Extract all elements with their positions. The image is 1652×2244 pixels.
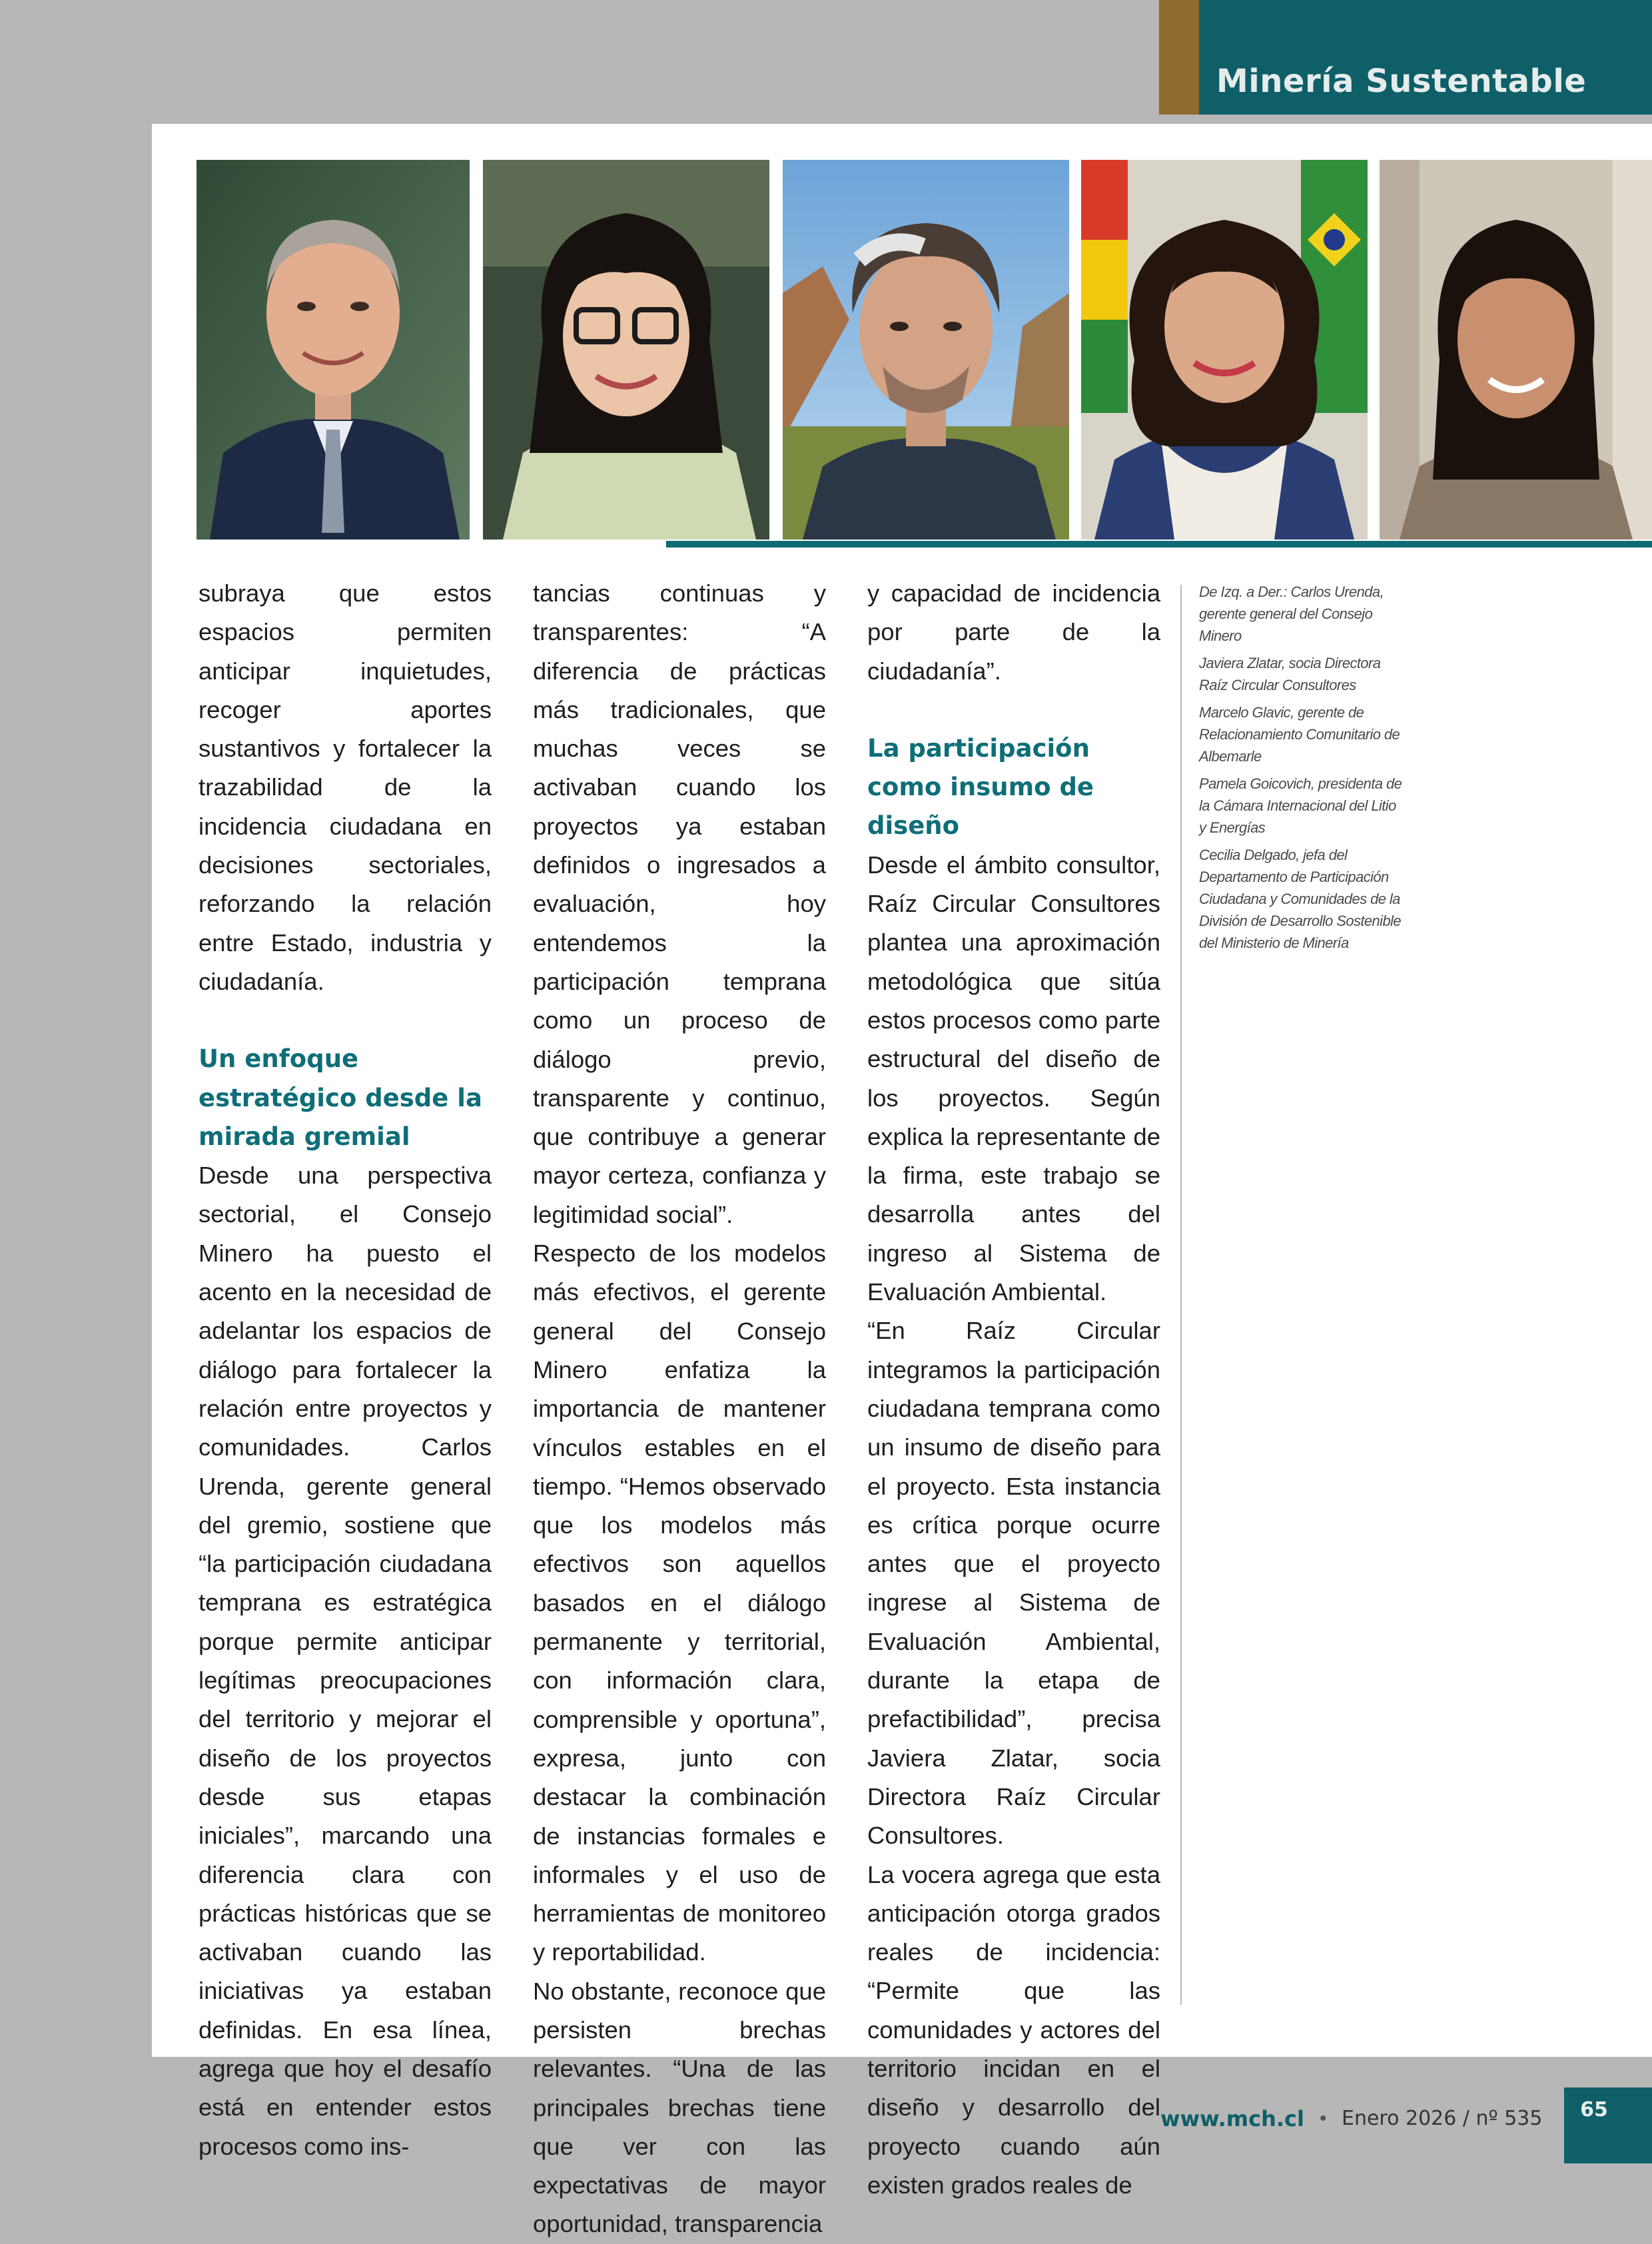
caption-line: De Izq. a Der.: Carlos Urenda, gerente general del Consejo Minero <box>1199 583 1384 644</box>
portrait-photo-icon <box>483 160 769 540</box>
section-title: Minería Sustentable <box>1216 63 1587 100</box>
article-column-1 <box>199 574 492 2166</box>
photo-underline-rule <box>666 541 1652 548</box>
caption-line: Marcelo Glavic, gerente de Relacionamiento Comunitario de Albemarle <box>1199 704 1400 765</box>
portrait-photo-icon <box>197 160 470 540</box>
caption-line: Pamela Goicovich, presidenta de la Cámara Internacional del Litio y Energías <box>1199 775 1402 836</box>
header-accent-brown <box>1159 0 1199 115</box>
paragraph: La vocera agrega que esta anticipación otorga grados reales de incidencia: “Permite que las comunidades y actores del territorio incidan en el diseño y desarrollo del proyecto cuando aún existen grados reales de <box>867 1860 1160 2199</box>
paragraph: subraya que estos espacios permiten anticipar inquietudes, recoger aportes sustantivos y fortalecer la trazabilidad de la incidencia ciudadana en decisiones sectoriales, reforzando la relación entre Estado, industria y ciudadanía. <box>199 579 492 995</box>
footer-issue: Enero 2026 / nº 535 <box>1342 2107 1543 2130</box>
caption-line: Javiera Zlatar, socia Directora Raíz Circular Consultores <box>1199 655 1381 693</box>
footer-separator: • <box>1320 2107 1327 2129</box>
photo-caption <box>1199 581 1406 959</box>
caption-divider <box>1180 585 1182 2005</box>
footer-url[interactable]: www.mch.cl <box>1160 2106 1304 2131</box>
photo-javiera-zlatar <box>483 160 769 540</box>
paragraph: Desde una perspectiva sectorial, el Consejo Minero ha puesto el acento en la necesidad de adelantar los espacios de diálogo para fortalecer la relación entre proyectos y comunidades. Carlos Urenda, gerente general del gremio, sostiene que “la participación ciudadana temprana es estratégica porque permite anticipar legítimas preocupaciones del territorio y mejorar el diseño de los proyectos desde sus etapas iniciales”, marcando una diferencia clara con prácticas históricas que se activaban cuando las iniciativas ya estaban definidas. En esa línea, agrega que hoy el desafío está en entender estos procesos como ins- <box>199 1162 492 2160</box>
article-column-2 <box>533 574 826 2244</box>
portrait-photo-icon <box>1380 160 1652 540</box>
photo-cecilia-delgado <box>1380 160 1652 540</box>
paragraph: y capacidad de incidencia por parte de la ciudadanía”. <box>867 579 1160 685</box>
paragraph: Respecto de los modelos más efectivos, el gerente general del Consejo Minero enfatiza la importancia de mantener vínculos estables en el tiempo. “Hemos observado que los modelos más efectivos son aquellos basados en el diálogo permanente y territorial, con información clara, comprensible y oportuna”, expresa, junto con destacar la combinación de instancias formales e informales y el uso de herramientas de monitoreo y reportabilidad. <box>533 1240 826 1966</box>
paragraph: Desde el ámbito consultor, Raíz Circular Consultores plantea una aproximación metodológica que sitúa estos procesos como parte estructural del diseño de los proyectos. Según explica la representante de la firma, este trabajo se desarrolla antes del ingreso al Sistema de Evaluación Ambiental. <box>867 851 1160 1306</box>
paragraph: No obstante, reconoce que persisten brechas relevantes. “Una de las principales brechas tiene que ver con las expectativas de mayor oportunidad, transparencia <box>533 1977 826 2238</box>
portrait-photo-icon <box>1081 160 1368 540</box>
portrait-photo-icon <box>783 160 1069 540</box>
subheading: La participación como insumo de diseño <box>867 733 1094 841</box>
page-number: 65 <box>1580 2098 1608 2121</box>
article-column-3 <box>867 574 1160 2205</box>
paragraph: tancias continuas y transparentes: “A diferencia de prácticas más tradicionales, que muchas veces se activaban cuando los proyectos ya estaban definidos o ingresados a evaluación, hoy entendemos la participación temprana como un proceso de diálogo previo, transparente y continuo, que contribuye a generar mayor certeza, confianza y legitimidad social”. <box>533 579 826 1228</box>
photo-carlos-urenda <box>197 160 470 540</box>
subheading: Un enfoque estratégico desde la mirada gremial <box>199 1044 482 1151</box>
photo-pamela-goicovich <box>1081 160 1368 540</box>
paragraph: “En Raíz Circular integramos la participación ciudadana temprana como un insumo de diseño para el proyecto. Esta instancia es crítica porque ocurre antes que el proyecto ingrese al Sistema de Evaluación Ambiental, durante la etapa de prefactibilidad”, precisa Javiera Zlatar, socia Directora Raíz Circular Consultores. <box>867 1317 1160 1850</box>
caption-line: Cecilia Delgado, jefa del Departamento de Participación Ciudadana y Comunidades de la División de Desarrollo Sostenible del Ministerio de Minería <box>1199 847 1402 951</box>
photo-marcelo-glavic <box>783 160 1069 540</box>
